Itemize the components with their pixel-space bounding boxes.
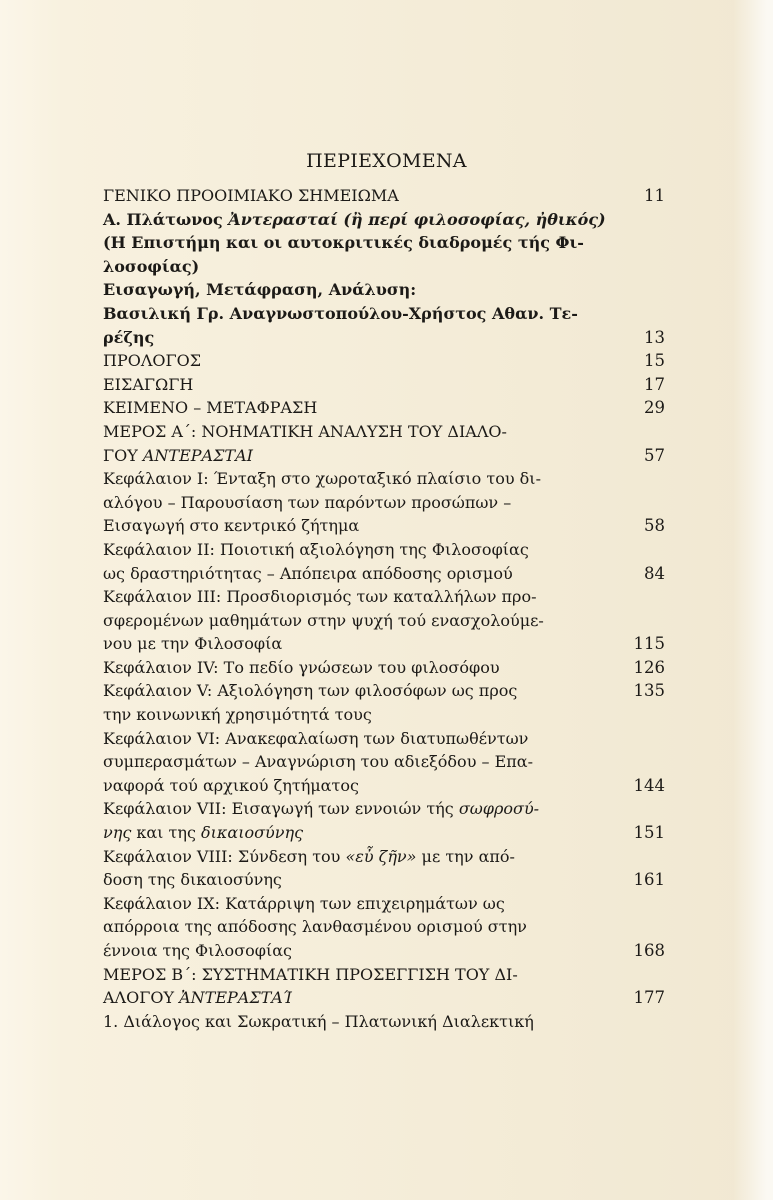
toc-entry-text: Εισαγωγή στο κεντρικό ζήτημα xyxy=(103,516,360,536)
toc-entry-text: ναφορά τού αρχικού ζητήματος xyxy=(103,775,359,795)
toc-page-number: 144 xyxy=(633,775,665,795)
toc-entry-text: την κοινωνική χρησιμότητά τους xyxy=(103,705,372,725)
toc-entry-text: αλόγου – Παρουσίαση των παρόντων προσώπων – xyxy=(103,492,512,512)
toc-line xyxy=(103,656,665,680)
toc-line xyxy=(103,1010,665,1034)
toc-line xyxy=(103,278,665,302)
toc-line xyxy=(103,845,665,869)
toc-line xyxy=(103,774,665,798)
toc-entry-text: Κεφάλαιον ΙΧ: Κατάρριψη των επιχειρημάτων ως xyxy=(103,893,505,913)
toc-entry-text: Κεφάλαιον V: Αξιολόγηση των φιλοσόφων ως προς xyxy=(103,681,518,701)
toc-line xyxy=(103,420,665,444)
toc-line xyxy=(103,562,665,586)
toc-entry-text: Κεφάλαιον VI: Ανακεφαλαίωση των διατυπωθέντων xyxy=(103,728,529,748)
toc-line xyxy=(103,255,665,279)
toc-entry-text: ΠΡΟΛΟΓΟΣ xyxy=(103,351,202,371)
toc-page-number: 168 xyxy=(633,941,665,960)
toc-page-number: 17 xyxy=(644,374,665,394)
toc-entry-text: ΜΕΡΟΣ Α΄: ΝΟΗΜΑΤΙΚΗ ΑΝΑΛΥΣΗ ΤΟΥ ΔΙΑΛΟ- xyxy=(103,421,507,441)
toc-entry-text: ΜΕΡΟΣ Β΄: ΣΥΣΤΗΜΑΤΙΚΗ ΠΡΟΣΕΓΓΙΣΗ ΤΟΥ ΔΙ- xyxy=(103,964,518,984)
toc-page-number: 151 xyxy=(633,823,665,843)
toc-page-number: 13 xyxy=(644,327,665,347)
toc-line xyxy=(103,797,665,821)
toc-line xyxy=(103,538,665,562)
toc-entry-text: ΕΙΣΑΓΩΓΗ xyxy=(103,374,194,394)
toc-entry-text: ΑΛΟΓΟΥ ἈΝΤΕΡΑΣΤΑΊ xyxy=(103,988,292,1008)
toc-line xyxy=(103,585,665,609)
toc-line xyxy=(103,491,665,515)
toc-line xyxy=(103,514,665,538)
toc-entry-text: ΓΟΥ ΑΝΤΕΡΑΣΤΑΙ xyxy=(103,445,253,465)
toc-entry-text: ως δραστηριότητας – Απόπειρα απόδοσης ορισμού xyxy=(103,563,513,583)
toc-entry-text: δοση της δικαιοσύνης xyxy=(103,870,282,890)
toc-line xyxy=(103,184,665,208)
toc-line xyxy=(103,396,665,420)
toc-line xyxy=(103,750,665,774)
toc-entry-text: Κεφάλαιον VIII: Σύνδεση του «εὖ ζῆν» με την από- xyxy=(103,846,515,866)
toc-entry-text: Κεφάλαιον VII: Εισαγωγή των εννοιών τής σωφροσύ- xyxy=(103,799,540,819)
toc-entry-text: ρέζης xyxy=(103,327,155,347)
toc-line xyxy=(103,679,665,703)
toc-page-number: 15 xyxy=(644,351,665,371)
toc-line xyxy=(103,609,665,633)
toc-line xyxy=(103,349,665,373)
toc-entry-text: λοσοφίας) xyxy=(103,256,200,276)
toc-page-number: 135 xyxy=(633,681,665,701)
toc-page-number: 177 xyxy=(633,988,665,1008)
toc-line xyxy=(103,939,665,963)
toc-line xyxy=(103,963,665,987)
toc-entry-text: (Η Επιστήμη και οι αυτοκριτικές διαδρομές τής Φι- xyxy=(103,233,584,253)
toc-entry-text: Κεφάλαιον ΙΙ: Ποιοτική αξιολόγηση της Φιλοσοφίας xyxy=(103,539,529,559)
toc-line xyxy=(103,915,665,939)
toc-entry-text: νου με την Φιλοσοφία xyxy=(103,634,283,654)
toc-page-number: 58 xyxy=(644,516,665,536)
toc-entry-text: έννοια της Φιλοσοφίας xyxy=(103,941,292,960)
toc-line xyxy=(103,373,665,397)
toc-line xyxy=(103,231,665,255)
toc-entry-text: ΓΕΝΙΚΟ ΠΡΟΟΙΜΙΑΚΟ ΣΗΜΕΙΩΜΑ xyxy=(103,186,399,205)
toc-page-number: 84 xyxy=(644,563,665,583)
toc-entry-text: σφερομένων μαθημάτων στην ψυχή τού ενασχολούμε- xyxy=(103,610,544,630)
toc-line xyxy=(103,986,665,1010)
toc-page-number: 11 xyxy=(644,186,665,205)
toc-line xyxy=(103,892,665,916)
toc-line xyxy=(103,302,665,326)
toc-entry-text: απόρροια της απόδοσης λανθασμένου ορισμού στην xyxy=(103,917,527,937)
toc-entry-text: νης και της δικαιοσύνης xyxy=(103,823,304,843)
toc-entry-text: Α. Πλάτωνος Ἀντερασταί (ἢ περί φιλοσοφίας, ἠθικός) xyxy=(103,209,606,229)
toc-page-number: 161 xyxy=(633,870,665,890)
toc-line xyxy=(103,703,665,727)
toc-line xyxy=(103,632,665,656)
toc-line xyxy=(103,868,665,892)
toc-entry-text: συμπερασμάτων – Αναγνώριση του αδιεξόδου – Επα- xyxy=(103,752,533,772)
toc-entry-text: Βασιλική Γρ. Αναγνωστοπούλου-Χρήστος Αθαν. Τε- xyxy=(103,303,578,323)
toc-entry-text: 1. Διάλογος και Σωκρατική – Πλατωνική Διαλεκτική xyxy=(103,1011,534,1031)
table-of-contents xyxy=(103,184,665,1033)
toc-line xyxy=(103,326,665,350)
toc-entry-text: Κεφάλαιον Ι: Ένταξη στο χωροταξικό πλαίσιο του δι- xyxy=(103,469,541,489)
page-heading: ΠΕΡΙΕΧΟΜΕΝΑ xyxy=(306,150,467,172)
toc-line xyxy=(103,444,665,468)
toc-page-number: 126 xyxy=(633,657,665,677)
toc-page-number: 57 xyxy=(644,445,665,465)
toc-entry-text: Κεφάλαιον ΙΙΙ: Προσδιορισμός των καταλλήλων προ- xyxy=(103,587,537,607)
toc-entry-text: Κεφάλαιον IV: Το πεδίο γνώσεων του φιλοσόφου xyxy=(103,657,500,677)
toc-line xyxy=(103,727,665,751)
toc-page-number: 29 xyxy=(644,398,665,418)
toc-entry-text: ΚΕΙΜΕΝΟ – ΜΕΤΑΦΡΑΣΗ xyxy=(103,398,318,418)
toc-line xyxy=(103,467,665,491)
toc-page-number: 115 xyxy=(633,634,665,654)
toc-entry-text: Εισαγωγή, Μετάφραση, Ανάλυση: xyxy=(103,280,417,300)
toc-line xyxy=(103,821,665,845)
toc-line xyxy=(103,208,665,232)
